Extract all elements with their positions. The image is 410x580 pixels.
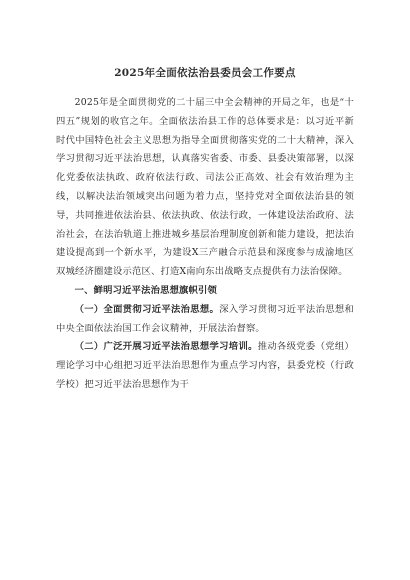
item-1-heading: （一）全面贯彻习近平法治思想。 <box>74 303 220 315</box>
title-spacer <box>56 80 354 94</box>
item-1-body: 深入学习贯彻习近平法治思想和中央全面依法治国工作会议精神，开展法治督察。 <box>56 303 354 334</box>
intro-paragraph: 2025年是全面贯彻党的二十届三中全会精神的开局之年，也是“十四五”规划的收官之年。全面依法治县工作的总体要求是：以习近平新时代中国特色社会主义思想为指导全面贯彻落实党的二十大精神，深入学习贯彻习近平法治思想，认真落实省委、市委、县委决策部署，以深化党委依法执政、政府依法行政、司法公正高效、社会有效治理为主线，以解决法治领域突出问题为着力点，坚持党对全面依法治县的领导，共同推进依法治县、依法执政、依法行政，一体建设法治政府、法治社会，在法治轨道上推进城乡基层治理制度创新和能力建设，把法治建设提高到一个新水平，为建设X三产融合示范县和深度参与成渝地区双城经济圈建设示范区、打造X南向东出战略支点提供有力法治保障。 <box>56 97 354 278</box>
item-1-paragraph <box>56 301 354 339</box>
item-2-paragraph <box>56 338 354 394</box>
item-2-heading: （二）广泛开展习近平法治思想学习培训。 <box>74 341 258 353</box>
document-title: 2025年全面依法治县委员会工作要点 <box>114 67 296 79</box>
item-2-body: 推动各级党委（党组）理论学习中心组把习近平法治思想作为重点学习内容，县委党校（行政学校）把习近平法治思想作为干 <box>56 341 354 390</box>
section-heading-1: 一、鲜明习近平法治思想旗帜引领 <box>74 284 218 296</box>
